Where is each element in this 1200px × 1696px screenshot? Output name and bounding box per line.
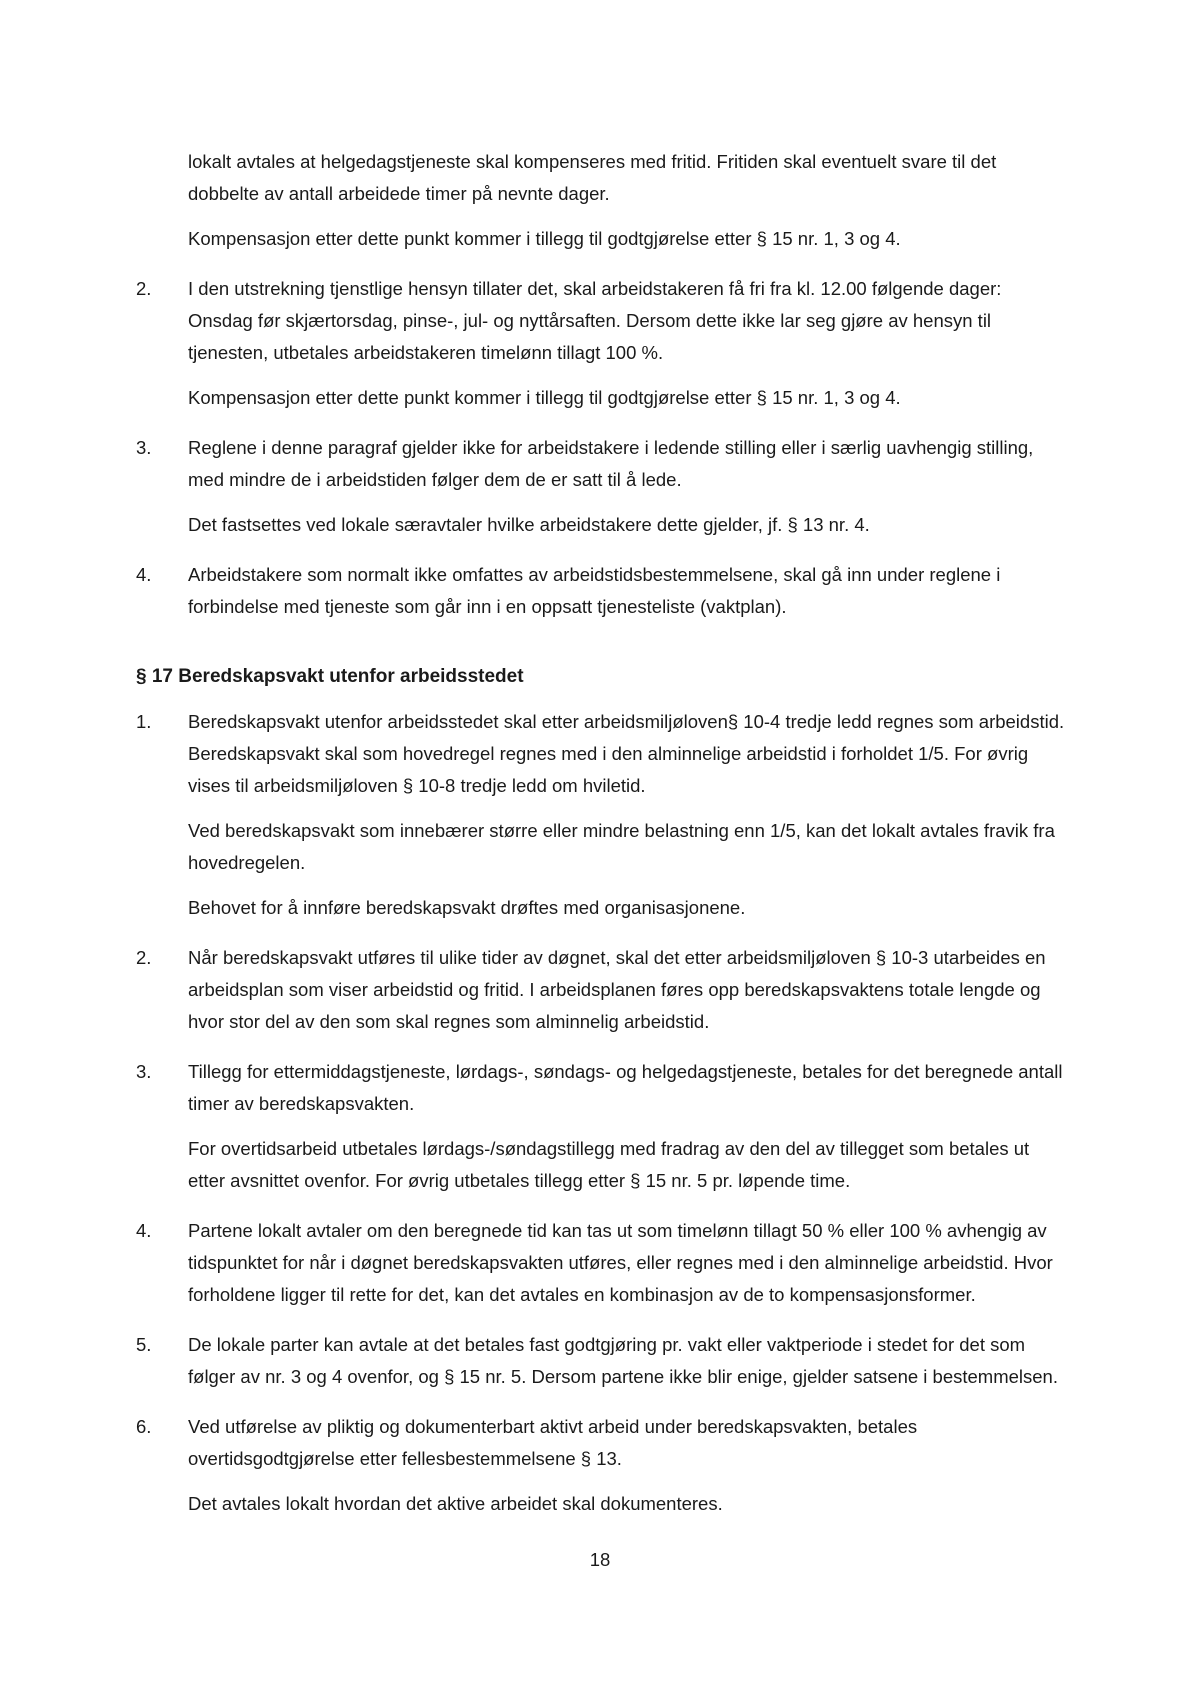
s17-item-4 [136, 1215, 1066, 1311]
page-number: 18 [589, 1549, 611, 1570]
item-extra: Det avtales lokalt hvordan det aktive arbeidet skal dokumenteres. [188, 1493, 723, 1514]
s16-item1-continuation: lokalt avtales at helgedagstjeneste skal kompenseres med fritid. Fritiden skal eventuelt svare til det dobbelte av antall arbeidede timer på nevnte dager. [188, 151, 997, 204]
item-number: 2. [136, 278, 152, 299]
item-text: Tillegg for ettermiddagstjeneste, lørdags-, søndags- og helgedagstjeneste, betales for det beregnede antall timer av beredskapsvakten. [188, 1061, 1063, 1114]
item-text: Når beredskapsvakt utføres til ulike tider av døgnet, skal det etter arbeidsmiljøloven § 10-3 utarbeides en arbeidsplan som viser arbeidstid og fritid. I arbeidsplanen føres opp beredskapsvaktens totale lengde og hvor stor del av den som skal regnes som alminnelig arbeidstid. [188, 947, 1046, 1032]
item-number: 4. [136, 564, 152, 585]
item-extra: Kompensasjon etter dette punkt kommer i tillegg til godtgjørelse etter § 15 nr. 1, 3 og 4. [188, 387, 901, 408]
section-heading: § 17 Beredskapsvakt utenfor arbeidsstedet [136, 666, 524, 687]
item-text: Reglene i denne paragraf gjelder ikke for arbeidstakere i ledende stilling eller i særlig uavhengig stilling, med mindre de i arbeidstiden følger dem de er satt til å lede. [188, 437, 1034, 490]
item-extra: Det fastsettes ved lokale særavtaler hvilke arbeidstakere dette gjelder, jf. § 13 nr. 4. [188, 514, 870, 535]
item-text: Arbeidstakere som normalt ikke omfattes av arbeidstidsbestemmelsene, skal gå inn under reglene i forbindelse med tjeneste som går inn i en oppsatt tjenesteliste (vaktplan). [188, 564, 1001, 617]
item-number: 3. [136, 1061, 152, 1082]
s17-item-3 [136, 1056, 1066, 1197]
item-number: 4. [136, 1220, 152, 1241]
s17-item-5 [136, 1329, 1066, 1393]
item-text: Partene lokalt avtaler om den beregnede tid kan tas ut som timelønn tillagt 50 % eller 100 % avhengig av tidspunktet for når i døgnet beredskapsvakten utføres, eller regnes med i den alminnelige arbeidstid. Hvor forholdene ligger til rette for det, kan det avtales en kombinasjon av de to kompensasjonsformer. [188, 1220, 1053, 1305]
item-number: 6. [136, 1416, 152, 1437]
s16-item-4 [136, 559, 1066, 623]
s16-item-3 [136, 432, 1066, 541]
s17-item-6 [136, 1411, 1066, 1520]
item-text: Ved utførelse av pliktig og dokumenterbart aktivt arbeid under beredskapsvakten, betales overtidsgodtgjørelse etter fellesbestemmelsene § 13. [188, 1416, 918, 1469]
item-text: I den utstrekning tjenstlige hensyn tillater det, skal arbeidstakeren få fri fra kl. 12.00 følgende dager: Onsdag før skjærtorsdag, pinse-, jul- og nyttårsaften. Dersom dette ikke lar seg gjøre av hensyn til tjenesten, utbetales arbeidstakeren timelønn tillagt 100 %. [188, 278, 1002, 363]
item-text: Beredskapsvakt utenfor arbeidsstedet skal etter arbeidsmiljøloven§ 10-4 tredje ledd regnes som arbeidstid. Beredskapsvakt skal som hovedregel regnes med i den alminnelige arbeidstid i forholdet 1/5. For øvrig vises til arbeidsmiljøloven § 10-8 tredje ledd om hviletid. [188, 711, 1065, 796]
item-number: 1. [136, 711, 152, 732]
item-extra: Ved beredskapsvakt som innebærer større eller mindre belastning enn 1/5, kan det lokalt avtales fravik fra hovedregelen. [188, 820, 1055, 873]
item-number: 5. [136, 1334, 152, 1355]
item-number: 3. [136, 437, 152, 458]
page-content [136, 146, 1066, 1520]
s16-item-2 [136, 273, 1066, 414]
item-extra: Behovet for å innføre beredskapsvakt drøftes med organisasjonene. [188, 897, 746, 918]
s17-item-1 [136, 706, 1066, 924]
item-text: De lokale parter kan avtale at det betales fast godtgjøring pr. vakt eller vaktperiode i stedet for det som følger av nr. 3 og 4 ovenfor, og § 15 nr. 5. Dersom partene ikke blir enige, gjelder satsene i bestemmelsen. [188, 1334, 1058, 1387]
item-extra: For overtidsarbeid utbetales lørdags-/søndagstillegg med fradrag av den del av tillegget som betales ut etter avsnittet ovenfor. For øvrig utbetales tillegg etter § 15 nr. 5 pr. løpende time. [188, 1138, 1030, 1191]
item-number: 2. [136, 947, 152, 968]
s17-item-2 [136, 942, 1066, 1038]
s16-item1-compensation: Kompensasjon etter dette punkt kommer i tillegg til godtgjørelse etter § 15 nr. 1, 3 og 4. [188, 228, 901, 249]
